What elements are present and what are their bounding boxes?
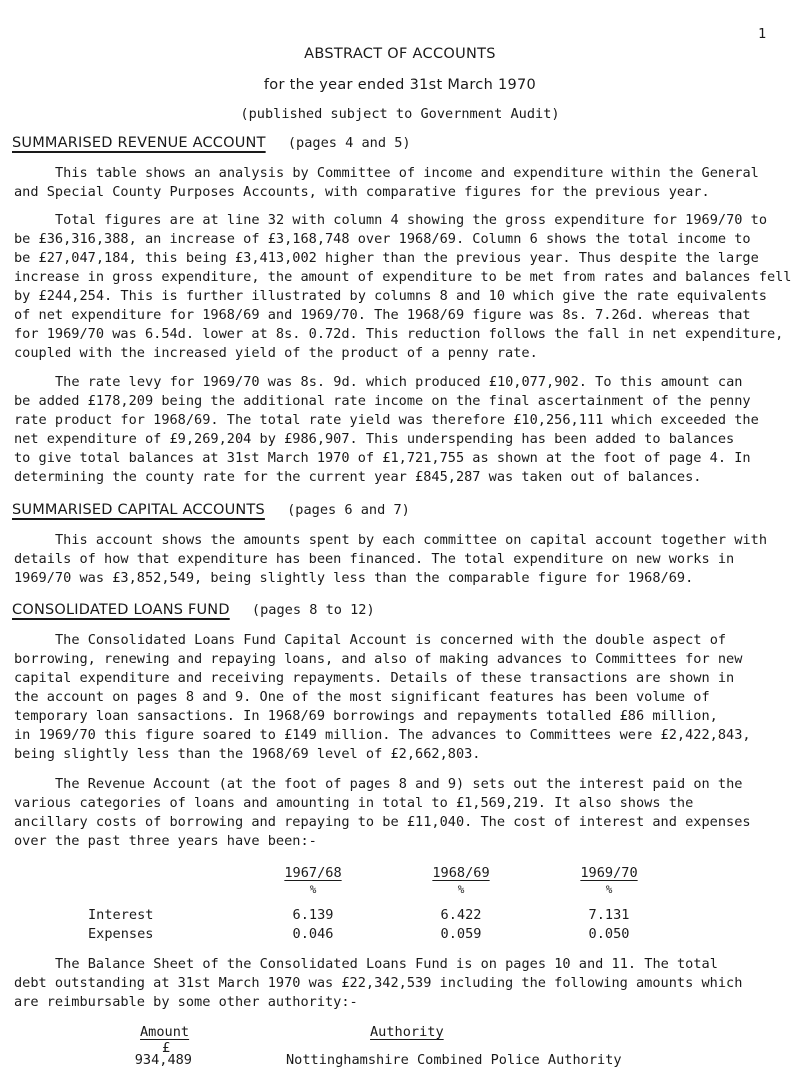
- text-line: rate product for 1968/69. The total rate yield was therefore £10,256,111 which exceeded the: [14, 412, 759, 428]
- text-line: This table shows an analysis by Committee of income and expenditure within the General: [55, 165, 759, 181]
- table-cell: 0.059: [440, 926, 482, 942]
- text-line: Total figures are at line 32 with column 4 showing the gross expenditure for 1969/70 to: [55, 212, 768, 228]
- revenue-heading: SUMMARISED REVENUE ACCOUNT: [12, 135, 266, 151]
- table-cell: 7.131: [588, 907, 630, 923]
- text-line: This account shows the amounts spent by each committee on capital account together with: [55, 532, 768, 548]
- loans-pages-ref: (pages 8 to 12): [251, 602, 375, 618]
- text-line: The Balance Sheet of the Consolidated Loans Fund is on pages 10 and 11. The total: [55, 956, 718, 972]
- text-line: determining the county rate for the current year £845,287 was taken out of balances.: [14, 469, 702, 485]
- revenue-pages-ref: (pages 4 and 5): [287, 135, 411, 151]
- table-cell: 0.046: [292, 926, 334, 942]
- text-line: details of how that expenditure has been financed. The total expenditure on new works in: [14, 551, 735, 567]
- text-line: be £27,047,184, this being £3,413,002 higher than the previous year. Thus despite the large: [14, 250, 759, 266]
- document-title: ABSTRACT OF ACCOUNTS: [304, 46, 496, 62]
- text-line: in 1969/70 this figure soared to £149 million. The advances to Committees were £2,422,843,: [14, 727, 751, 743]
- text-line: temporary loan sansactions. In 1968/69 borrowings and repayments totalled £86 million,: [14, 708, 718, 724]
- capital-section-header: [12, 502, 410, 518]
- amount-cell: 934,489: [134, 1052, 192, 1068]
- text-line: ancillary costs of borrowing and repaying to be £11,040. The cost of interest and expenses: [14, 814, 751, 830]
- text-line: The Revenue Account (at the foot of pages 8 and 9) sets out the interest paid on the: [55, 776, 743, 792]
- text-line: debt outstanding at 31st March 1970 was £22,342,539 including the following amounts which: [14, 975, 743, 991]
- text-line: over the past three years have been:-: [14, 833, 317, 849]
- text-line: the account on pages 8 and 9. One of the most significant features has been volume of: [14, 689, 710, 705]
- loans-section-header: [12, 602, 375, 618]
- text-line: to give total balances at 31st March 1970 of £1,721,755 as shown at the foot of page 4. In: [14, 450, 751, 466]
- year-header: 1969/70: [580, 865, 638, 881]
- text-line: borrowing, renewing and repaying loans, and also of making advances to Committees for new: [14, 651, 743, 667]
- text-line: various categories of loans and amounting in total to £1,569,219. It also shows the: [14, 795, 694, 811]
- table-cell: 0.050: [588, 926, 630, 942]
- text-line: increase in gross expenditure, the amount of expenditure to be met from rates and balances fell: [14, 269, 792, 285]
- loans-heading: CONSOLIDATED LOANS FUND: [12, 602, 230, 618]
- document-subtitle: for the year ended 31st March 1970: [263, 77, 537, 93]
- text-line: The Consolidated Loans Fund Capital Account is concerned with the double aspect of: [55, 632, 727, 648]
- text-line: be added £178,209 being the additional rate income on the final ascertainment of the penny: [14, 393, 751, 409]
- year-header: 1967/68: [284, 865, 342, 881]
- revenue-section-header: [12, 135, 411, 151]
- capital-heading: SUMMARISED CAPITAL ACCOUNTS: [12, 502, 265, 518]
- table-cell: 6.422: [440, 907, 482, 923]
- unit-label: %: [605, 883, 613, 896]
- currency-label: £: [162, 1040, 171, 1056]
- amount-header: Amount: [140, 1024, 190, 1040]
- text-line: are reimbursable by some other authority:-: [14, 994, 358, 1010]
- authority-header: Authority: [370, 1024, 444, 1040]
- text-line: being slightly less than the 1968/69 level of £2,662,803.: [14, 746, 481, 762]
- text-line: of net expenditure for 1968/69 and 1969/70. The 1968/69 figure was 8s. 7.26d. whereas that: [14, 307, 751, 323]
- text-line: and Special County Purposes Accounts, with comparative figures for the previous year.: [14, 184, 710, 200]
- unit-label: %: [309, 883, 317, 896]
- text-line: for 1969/70 was 6.54d. lower at 8s. 0.72d. This reduction follows the fall in net expenditure,: [14, 326, 784, 342]
- text-line: be £36,316,388, an increase of £3,168,748 over 1968/69. Column 6 shows the total income to: [14, 231, 751, 247]
- authority-cell: Nottinghamshire Combined Police Authority: [286, 1052, 622, 1068]
- page-number: 1: [758, 26, 767, 42]
- text-line: by £244,254. This is further illustrated by columns 8 and 10 which give the rate equivalents: [14, 288, 767, 304]
- table-cell: 6.139: [292, 907, 334, 923]
- text-line: capital expenditure and receiving repayments. Details of these transactions are shown in: [14, 670, 735, 686]
- capital-pages-ref: (pages 6 and 7): [287, 502, 410, 518]
- text-line: net expenditure of £9,269,204 by £986,907. This underspending has been added to balances: [14, 431, 735, 447]
- row-label: Interest: [88, 907, 154, 923]
- unit-label: %: [457, 883, 465, 896]
- row-label: Expenses: [88, 926, 154, 942]
- text-line: 1969/70 was £3,852,549, being slightly less than the comparable figure for 1968/69.: [14, 570, 694, 586]
- text-line: coupled with the increased yield of the product of a penny rate.: [14, 345, 538, 361]
- audit-note: (published subject to Government Audit): [240, 106, 560, 122]
- text-line: The rate levy for 1969/70 was 8s. 9d. which produced £10,077,902. To this amount can: [55, 374, 743, 390]
- year-header: 1968/69: [432, 865, 490, 881]
